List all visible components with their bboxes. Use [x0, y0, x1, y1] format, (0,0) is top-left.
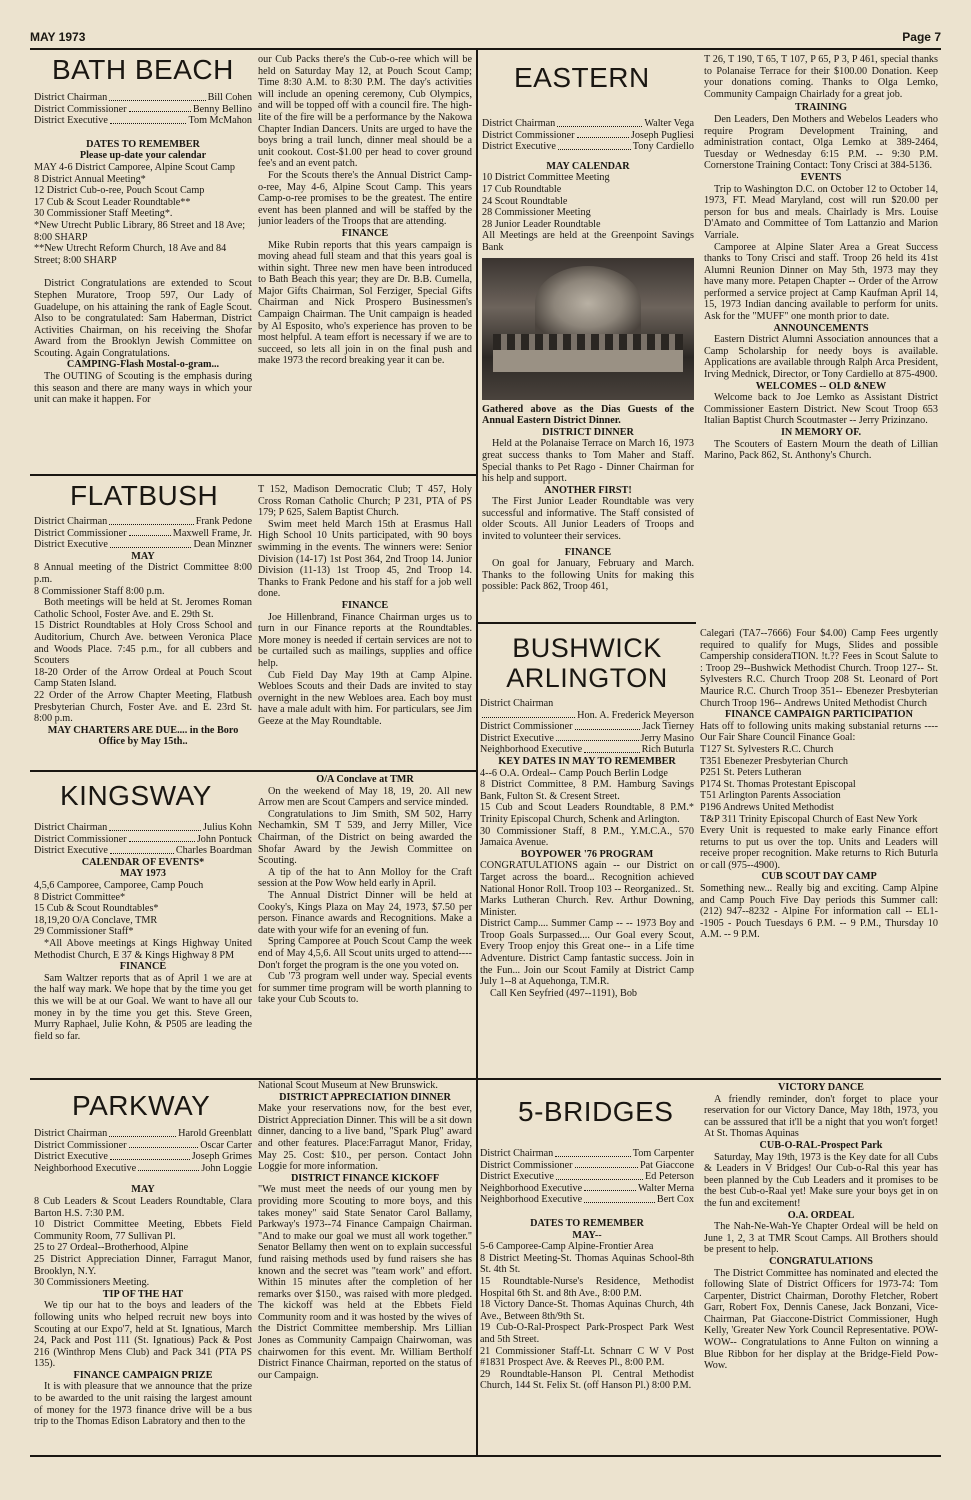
heading: ANOTHER FIRST! — [544, 484, 632, 496]
list-item: 10 District Committee Meeting, Ebbets Field Community Room, 77 Sullivan Pl. — [34, 1219, 252, 1242]
paragraph: Cub Field Day May 19th at Camp Alpine. Webloes Scouts and their Dads are invited to stay overnight in the new Webloes area. Each boy must have a male adult with him. For particulars, see Jim Geeze at the May Roundtable. — [258, 669, 472, 727]
list-item: 12 District Cub-o-ree, Pouch Scout Camp — [34, 185, 205, 197]
list-item: 18 Victory Dance-St. Thomas Aquinas Church, 4th Ave., Between 8th/9th St. — [480, 1299, 694, 1322]
paragraph: The Annual District Dinner will be held at Cooky's, Kings Plaza on May 24, 1973, $7.50 per person. Finance awards and Recognitions. Make a date with your wife for an evening of fun. — [258, 889, 472, 936]
flatbush-title: FLATBUSH — [70, 480, 219, 511]
bath-beach-title: BATH BEACH — [52, 54, 234, 85]
staff-row: District Chairman Walter Vega — [482, 118, 694, 129]
bath-beach-col2 — [258, 54, 472, 472]
heading: TIP OF THE HAT — [102, 1288, 184, 1300]
staff-row: District Commissioner Oscar Carter — [34, 1139, 252, 1151]
bushwick-title-1: BUSHWICK — [512, 633, 662, 663]
heading: FINANCE — [341, 599, 389, 611]
paragraph: District Congratulations are extended to Scout Stephen Muratore, Troop 597, Our Lady of Guadelupe, on his attaining the rank of Eagle Scout. Also to be congratulated: Sam Haberman, District Activities Chairman, on his receiving the Shofar Award from the Brooklyn Jewish Committee on Scouting. Again Congratulations. — [34, 278, 252, 359]
paragraph: Saturday, May 19th, 1973 is the Key date for all Cubs & Leaders in V Bridges! Our Cub-o-Ral this year has been planned by the Cub Leaders and it promises to be the best Cub-o-Raal yet! Make sure your boys get in on the fun and excitement! — [704, 1151, 938, 1209]
paragraph: The Nah-Ne-Wah-Ye Chapter Ordeal will be held on June 1, 2, 3 at TMR Scout Camps. All Brothers should be present to help. — [704, 1221, 938, 1256]
paragraph: We tip our hat to the boys and leaders of the following units who helped recruit new boys into Scouting at our Expo'7, held at St. Ignatious, March 24, Pack and Post 111 (St. Ignatious) Pack & Post 216 (Winthrop Mens Club) and Pack 341 (PTA PS 135). — [34, 1300, 252, 1370]
paragraph: Call Ken Seyfried (497--1191), Bob — [490, 987, 638, 999]
heading: DISTRICT APPRECIATION DINNER — [279, 1091, 451, 1103]
paragraph: The OUTING of Scouting is the emphasis during this season and there are many ways in which your unit can make it happen. For — [34, 371, 252, 406]
list-item: 8 District Committee, 8 P.M. Hamburg Savings Bank, Fulton St. & Cresent Street. — [480, 779, 694, 802]
parkway-col2 — [258, 1080, 472, 1454]
rule-left-1 — [30, 474, 476, 476]
staff-row: District Chairman Tom Carpenter — [480, 1148, 694, 1159]
paragraph: Calegari (TA7--7666) Four $4.00) Camp Fees urgently required to qualify for Mugs, Slides and possible Campership consideraTION. !t.?? Fees in Scout Salute to : Troop 29--Bushwick Methodist Church. Troop 127-- St. Sylvesters R.C. Church Troop 208 St. Leonard of Port Maurice R.C. Church Troop 351-- Ebenezer Presbyterian Church Troop 196-- Andrews United Methodist Church — [700, 628, 938, 709]
paragraph: Every Unit is requested to make early Finance effort returns to put us over the top. Units and Leaders will receive proper recognition. Make returns to Rich Buturla or call (975--4900). — [700, 825, 938, 871]
bushwick-title-2: ARLINGTON — [506, 663, 668, 693]
list-item: 25 District Appreciation Dinner, Farragut Manor, Brooklyn, N.Y. — [34, 1253, 252, 1277]
staff-row: Hon. A. Frederick Meyerson — [480, 710, 694, 722]
charters-notice: MAY CHARTERS ARE DUE.... in the Boro Office by May 15th.. — [47, 724, 239, 748]
heading: DISTRICT FINANCE KICKOFF — [290, 1172, 440, 1184]
heading: ANNOUNCEMENTS — [773, 322, 869, 334]
list-item: 4--6 O.A. Ordeal-- Camp Pouch Berlin Lodge — [480, 767, 668, 779]
staff-row: District Commissioner Pat Giaccone — [480, 1159, 694, 1171]
heading: O.A. ORDEAL — [787, 1209, 855, 1221]
staff-row: District Chairman Frank Pedone — [34, 516, 252, 527]
list-item: 30 Commissioner Staff Meeting*. — [34, 208, 173, 220]
heading: WELCOMES -- OLD &NEW — [755, 380, 887, 392]
parkway-title: PARKWAY — [72, 1090, 211, 1121]
staff-row: District Executive Joseph Grimes — [34, 1151, 252, 1163]
paragraph: On goal for January, February and March. Thanks to the following Units for making this possible: Pack 862, Troop 461, — [482, 558, 694, 593]
heading: CONGRATULATIONS — [769, 1255, 873, 1267]
paragraph: Hats off to following units making substanial returns ---- Our Fair Share Council Finance Goal: — [700, 720, 938, 744]
staff-row: District Executive Jerry Masino — [480, 732, 694, 744]
paragraph: Mike Rubin reports that this years campaign is moving ahead full steam and that this years goal is within sight. Three new men have been introduced to Bath Beach this year; they are Dr. B.B. Cumella, Major Gifts Chairman, Sol Ferziger, Special Gifts Chairman and Nick Prospero Businessmen's Campaign Chairman. The Unit campaign is headed by Al Esposito, who's experience has proven to be most helpful. A team effort is necessary if we are to succeed, so lets all join in on the final push and make 1973 the record breaking year it can be. — [258, 239, 472, 367]
list-item: T51 Arlington Parents Association — [700, 790, 841, 802]
list-item: 28 Junior Leader Roundtable — [482, 218, 601, 230]
heading: MAY — [131, 1184, 155, 1196]
staff-row: District Commissioner Maxwell Frame, Jr. — [34, 527, 252, 539]
five-bridges-title: 5-BRIDGES — [518, 1096, 674, 1127]
heading: FINANCE — [564, 546, 612, 558]
bushwick-col2 — [700, 628, 938, 1076]
eastern-col1 — [482, 52, 694, 620]
heading: FINANCE CAMPAIGN PRIZE — [73, 1369, 213, 1381]
list-item: 8 District Annual Meeting* — [34, 173, 146, 185]
staff-row: Neighborhood Executive John Loggie — [34, 1162, 252, 1174]
paragraph: Welcome back to Joe Lemko as Assistant District Commissioner Eastern District. New Scout Troop 653 Italian Baptist Church Scoutmaster -- Jerry Prizinzano. — [704, 392, 938, 427]
paragraph: CONGRATULATIONS again -- our District on Target across the board... Recognition achieved National Honor Roll. Troop 103 -- Reorganized.. St. Marks Lutheran Church. Rev. Arthur Downing, Minister. — [480, 860, 694, 918]
paragraph: Held at the Polanaise Terrace on March 16, 1973 great success thanks to Tom Maher and Staff. Special thanks to Pet Rago - Dinner Chairman for his help and support. — [482, 438, 694, 485]
list-item: 22 Order of the Arrow Chapter Meeting, Flatbush Presbyterian Church, Foster Ave. and E. 23rd St. 8:00 p.m. — [34, 689, 252, 725]
paragraph: Make your reservations now, for the best ever, District Appreciation Dinner. This will be a sit down dinner, dancing to a live band, "Spark Plug" award and other features. Place:Farragut Manor, Friday, May 25. Cost: $10., per person. Contact John Loggie for more information. — [258, 1103, 472, 1173]
list-item: 17 Cub Roundtable — [482, 183, 562, 195]
kingsway-col1 — [34, 774, 252, 1076]
parkway-col1 — [34, 1082, 252, 1454]
staff-row: Neighborhood Executive Walter Merna — [480, 1182, 694, 1194]
heading: CAMPING-Flash Mostal-o-gram... — [66, 359, 220, 371]
heading: FINANCE — [341, 227, 389, 239]
list-item: 28 Commissioner Meeting — [482, 207, 591, 219]
heading: TRAINING — [794, 102, 848, 114]
list-item: 30 Commissioner Staff, 8 P.M., Y.M.C.A., 570 Jamaica Avenue. — [480, 825, 694, 849]
flatbush-col1 — [34, 478, 252, 768]
rule-right-1 — [478, 622, 696, 624]
list-item: 15 Roundtable-Nurse's Residence, Methodist Hospital 6th St. and 8th Ave., 8:00 P.M. — [480, 1275, 694, 1299]
heading: BOYPOWER '76 PROGRAM — [520, 848, 654, 860]
paragraph: For the Scouts there's the Annual District Camp-o-ree, May 4-6, Alpine Scout Camp. This years Camp-o-ree promises to be the greatest. The entire event has been planned and will be staffed by the junior leaders of the Troops that are attending. — [258, 169, 472, 228]
list-item: All Meetings are held at the Greenpoint Savings Bank — [482, 230, 694, 253]
paragraph: T 26, T 190, T 65, T 107, P 65, P 3, P 461, special thanks to Polanaise Terrace for their $100.00 Donation. Keep your donations coming. Thanks to Olga Lemko, Community Campaign Chairlady for a great job. — [704, 54, 938, 100]
bushwick-staff — [480, 710, 694, 756]
kingsway-col2 — [258, 774, 472, 1076]
list-item: P196 Andrews United Methodist — [700, 801, 834, 813]
staff-row: District Executive Ed Peterson — [480, 1171, 694, 1183]
five-bridges-staff — [480, 1148, 694, 1206]
five-bridges-col2 — [704, 1082, 938, 1454]
staff-row: District Executive Tony Cardiello — [482, 141, 694, 153]
staff-row: District Commissioner John Pontuck — [34, 833, 252, 845]
bushwick-col1 — [480, 626, 694, 1076]
dinner-photo — [482, 258, 694, 400]
heading: O/A Conclave at TMR — [316, 774, 414, 785]
list-item: 4,5,6 Camporee, Camporee, Camp Pouch — [34, 879, 204, 891]
list-item: 29 Roundtable-Hanson Pl. Central Methodist Church, 144 St. Felix St. (off Hanson Pl.) 8:00 P.M. — [480, 1368, 694, 1392]
heading: VICTORY DANCE — [778, 1082, 864, 1093]
list-item: Both meetings will be held at St. Jeromes Roman Catholic School, Foster Ave. and E. 29th St. — [34, 597, 252, 620]
list-item: 24 Scout Roundtable — [482, 195, 568, 207]
list-item: 29 Commissioner Staff* — [34, 926, 134, 938]
parkway-staff — [34, 1128, 252, 1174]
eastern-staff — [482, 118, 694, 153]
heading: MAY CALENDAR — [546, 160, 630, 172]
list-item: *New Utrecht Public Library, 86 Street and 18 Ave; 8:00 SHARP — [34, 219, 246, 243]
bath-beach-staff — [34, 92, 252, 127]
paragraph: Sam Waltzer reports that as of April 1 we are at the half way mark. We hope that by the time you get this we will be at our Goal. We want to have all our money in by the time you get this. Steve Green, Murry Raphael, Julie Kohn, & P505 are leading the field so far. — [34, 972, 252, 1042]
five-bridges-col1 — [480, 1082, 694, 1454]
staff-row: District Chairman Bill Cohen — [34, 92, 252, 103]
list-item: T351 Ebenezer Presbyterian Church — [700, 755, 848, 767]
paragraph: our Cub Packs there's the Cub-o-ree which will be held on Saturday May 12, at Pouch Scout Camp; Time 8:30 A.M. to 8:30 P.M. The day's activities will include an opening ceremony, Cub Olympics, and will be topped off with a council fire. The high-lite of the fire will be a performance by the Nakowa Chapter Indian Dancers. Units are urged to have the boys bring a trail lunch, dinner meal should be a unit cookout. Cost-$1.00 per head to cover ground fee's and an event patch. — [258, 54, 472, 170]
staff-row: District Chairman Harold Greenblatt — [34, 1128, 252, 1139]
list-item: 18,19,20 O/A Conclave, TMR — [34, 914, 158, 926]
staff-row: District Executive Charles Boardman — [34, 845, 252, 857]
paragraph: Trip to Washington D.C. on October 12 to October 14, 1973, FT. Mead Maryland, cost will run $20.00 per person for bus and meals. Chairlady is Mrs. Louise D'Amato and Committee of Tom Lattanzio and Marion Varriale. — [704, 183, 938, 241]
list-item: 17 Cub & Scout Leader Roundtable** — [34, 196, 191, 208]
rule-right-2 — [478, 1078, 941, 1080]
list-item: 8 District Meeting-St. Thomas Aquinas School-8th St. 4th St. — [480, 1252, 694, 1276]
heading: DATES TO REMEMBER — [86, 138, 200, 150]
heading: CUB SCOUT DAY CAMP — [761, 871, 877, 883]
kingsway-title: KINGSWAY — [60, 780, 212, 811]
list-item: T127 St. Sylvesters R.C. Church — [700, 743, 834, 755]
paragraph: District Camp.... Summer Camp -- -- 1973 Boy and Troop Goals Surpassed.... Our Goal every Scout, Every Troop enjoy this Great one-- in a Life time Adventure. District Camp fantastic success. Join in the Fun... Join our Scout Family at District Camp July 1--8 at Aquehonga, T.M.R. — [480, 918, 694, 988]
paragraph: Eastern District Alumni Association announces that a Camp Scholarship for needy boys is available. Applications are available through Ralph Arca President, Irving Mednick, Director, or Tony Cardiello at 875-4900. — [704, 334, 938, 381]
list-item: 8 Annual meeting of the District Committee 8:00 p.m. — [34, 562, 252, 585]
list-item: 21 Commissioner Staff-Lt. Schnarr C W V Post #1831 Prospect Ave. & Reeves Pl., 8:00 P.M. — [480, 1345, 694, 1369]
list-item: 8 District Committee* — [34, 891, 126, 903]
paragraph: On the weekend of May 18, 19, 20. All new Arrow men are Scout Campers and service minded. — [258, 785, 472, 809]
photo-caption: Gathered above as the Dias Guests of the Annual Eastern District Dinner. — [482, 403, 694, 427]
list-item: 15 Cub and Scout Leaders Roundtable, 8 P.M.* Trinity Episcopal Church, Schenk and Arlington. — [480, 802, 694, 825]
heading: IN MEMORY OF. — [780, 427, 862, 438]
list-item: 25 to 27 Ordeal--Brotherhood, Alpine — [34, 1242, 189, 1254]
list-item: 8 Cub Leaders & Scout Leaders Roundtable, Clara Barton H.S. 7:30 P.M. — [34, 1195, 252, 1219]
heading: MAY-- — [572, 1229, 602, 1241]
eastern-title: EASTERN — [514, 62, 650, 93]
paragraph: A friendly reminder, don't forget to place your reservation for our Victory Dance, May 18th, 1973, you can be asssured that it'll be a night that you won't forget! At St. Thomas Aquinas — [704, 1093, 938, 1140]
staff-row: Neighborhood Executive Rich Buturla — [480, 744, 694, 756]
list-item: P251 St. Peters Lutheran — [700, 767, 802, 779]
heading: MAY 1973 — [120, 868, 166, 880]
paragraph: The District Committee has nominated and elected the following Slate of District Officers for 1973-74: Tom Carpenter, District Chairman, Dorothy Fletcher, Robert Garr, Robert Fox, Dennis Canese, Jack Bonzani, Vice-Chairman, Pat Giaccone-District Commissioner, Hugh Kelly, 'Greater New York Council Representative. POW-WOW-- Congratulations to Anne Fulton on winning a Blue Ribbon for her display at the Bridge-Field Pow-Wow. — [704, 1267, 938, 1372]
rule-left-2 — [30, 770, 476, 772]
staff-row: District Executive Dean Minzner — [34, 539, 252, 551]
list-item: 8 Commissioner Staff 8:00 p.m. — [34, 585, 165, 597]
heading: FINANCE — [119, 961, 167, 973]
bath-beach-col1 — [34, 52, 252, 472]
heading: CUB-O-RAL-Prospect Park — [759, 1139, 883, 1151]
list-item: T&P 311 Trinity Episcopal Church of East New York — [700, 813, 918, 825]
subheading: Please up-date your calendar — [79, 150, 207, 162]
list-item: 19 Cub-O-Ral-Prospect Park-Prospect Park West and 5th Street. — [480, 1322, 694, 1345]
paragraph: Swim meet held March 15th at Erasmus Hall High School 10 Units participated, with 90 boys swimming in the events. The winners were: Senior Division (14-17) 1st Post 364, 2nd Troop 14. Junior Division (11-13) 1st Troop 45, 2nd Troop 14. Thanks to Frank Pedone and his staff for a job well done. — [258, 518, 472, 600]
list-item: MAY 4-6 District Camporee, Alpine Scout Camp — [34, 161, 235, 173]
list-item: **New Utrecht Reform Church, 18 Ave and 84 Street; 8:00 SHARP — [34, 243, 227, 266]
rule-center-vertical — [476, 50, 478, 1455]
flatbush-staff — [34, 516, 252, 551]
paragraph: Den Leaders, Den Mothers and Webelos Leaders who require Program Development Training, and administration contact, Olga Lemko at 389-2464, Tuesday or Wednesday 6:15 P.M. -- 9:30 P.M. Cornerstone Training Contact: Tony Crisci at 384-5136. — [704, 113, 938, 172]
staff-row: District Chairman Julius Kohn — [34, 822, 252, 833]
flatbush-col2 — [258, 484, 472, 768]
paragraph: Something new... Really big and exciting. Camp Alpine and Camp Pouch Five Day periods this Summer call: (212) 947--8232 - Alpine For information call -- EL1--1905 - Pouch Tuesdays 6 P.M. -- 9 P.M., Thursday 10 A.M. -- 9 P.M. — [700, 883, 938, 941]
list-item: 30 Commissioners Meeting. — [34, 1277, 150, 1289]
heading: DATES TO REMEMBER — [530, 1217, 644, 1229]
paragraph: It is with pleasure that we announce that the prize to be awarded to the unit raising the largest amount of money for the 1973 finance drive will be a bus trip to the Thomas Edison Labratory and then to the — [34, 1381, 252, 1428]
list-item: 5-6 Camporee-Camp Alpine-Frontier Area — [480, 1241, 654, 1253]
list-item: 15 District Roundtables at Holy Cross School and Auditorium, Church Ave. between Veronica Place and Woods Place. 7:45 p.m., for all cubbers and Scouters — [34, 620, 252, 667]
heading: MAY — [131, 550, 155, 562]
list-item: *All Above meetings at Kings Highway United Methodist Church, E 37 & Kings Highway 8 PM — [34, 937, 252, 961]
paragraph: The Scouters of Eastern Mourn the death of Lillian Marino, Pack 862, St. Anthony's Church. — [704, 438, 938, 462]
paragraph: Camporee at Alpine Slater Area a Great Success thanks to Tony Crisci and staff. Troop 26 held its 41st Alumni Reunion Dinner on May 5th, 1973 may they have many more. Petapen Chapter -- Order of the Arrow performed a service project at Camp Kaufman April 14, 15, 1973 Indian dancing available to perform for units. Ask for the "MUFF" one month prior to date. — [704, 241, 938, 323]
heading: EVENTS — [800, 171, 842, 183]
page-date: MAY 1973 — [30, 30, 86, 44]
staff-row: District Commissioner Joseph Pugliesi — [482, 129, 694, 141]
list-item: 18-20 Order of the Arrow Ordeal at Pouch Scout Camp Staten Island. — [34, 666, 252, 690]
heading: DISTRICT DINNER — [542, 426, 634, 438]
rule-header — [30, 48, 941, 50]
list-item: 15 Cub & Scout Roundtables* — [34, 903, 159, 915]
paragraph: Spring Camporee at Pouch Scout Camp the week end of May 4,5,6. All Scout units urged to attend---- Don't forget the program is the one you voted on. — [258, 936, 472, 971]
paragraph: Congratulations to Jim Smith, SM 502, Harry Nechamkin, SM T 539, and Jerry Miller, Vice Chairman, of the District on being awarded the Shofar Award by the Jewish Committee on Scouting. — [258, 808, 472, 867]
rule-bottom — [30, 1455, 941, 1457]
paragraph: The First Junior Leader Roundtable was very successful and informative. The Staff consisted of older Scouts. All Junior Leaders of Troops and invited to volunteer their services. — [482, 496, 694, 543]
heading: CALENDAR OF EVENTS* — [81, 856, 205, 868]
paragraph: A tip of the hat to Ann Molloy for the Craft session at the Pow Wow held early in April. — [258, 866, 472, 890]
page-header — [30, 30, 941, 46]
page-number: Page 7 — [902, 30, 941, 44]
kingsway-staff — [34, 822, 252, 857]
paragraph: National Scout Museum at New Brunswick. — [258, 1080, 438, 1091]
heading: FINANCE CAMPAIGN PARTICIPATION — [725, 709, 913, 721]
staff-row: Neighborhood Executive Bert Cox — [480, 1194, 694, 1206]
heading: KEY DATES IN MAY TO REMEMBER — [498, 755, 676, 767]
eastern-col2 — [704, 54, 938, 622]
staff-row: District Executive Tom McMahon — [34, 115, 252, 127]
staff-row: District Commissioner Benny Bellino — [34, 103, 252, 115]
paragraph: Cub '73 program well under way. Special events for summer time program will be worth planning to take your Cub Scouts to. — [258, 971, 472, 1006]
list-item: 10 District Committee Meeting — [482, 172, 610, 184]
staff-row: District Commissioner Jack Tierney — [480, 721, 694, 733]
list-item: P174 St. Thomas Protestant Episcopal — [700, 778, 856, 790]
staff-role: District Chairman — [480, 698, 554, 709]
paragraph: "We must meet the needs of our young men by providing more Scouting to more boys, and this takes money" said State Senator Carol Ballamy, Parkway's 1973--74 Finance Campaign Chairman. "And to make our goal we must all work together." Senator Bellamy then went on to explain successful fund raising methods used by fund raisers she has known and the secret was "team work" and effort. Within 15 minutes after the completion of her remarks over $150., was raised with more pledged. The kickoff was held at the Ebbets Field Community room and it was hosted by the wives of the District Committee membership. Mrs Lillian Jones as Community Campaign Chairwoman, was chairwomen for this event. Mr. William Bertholf District Finance Chairman, reported on the status of our Campaign. — [258, 1184, 472, 1381]
paragraph: T 152, Madison Democratic Club; T 457, Holy Cross Roman Catholic Church; P 231, PTA of PS 179; P 625, Salem Baptist Church. — [258, 484, 472, 519]
paragraph: Joe Hillenbrand, Finance Chairman urges us to turn in our Finance reports at the Roundtables. More money is needed if certain services are not to be curtailed such as mailings, supplies and office help. — [258, 611, 472, 669]
